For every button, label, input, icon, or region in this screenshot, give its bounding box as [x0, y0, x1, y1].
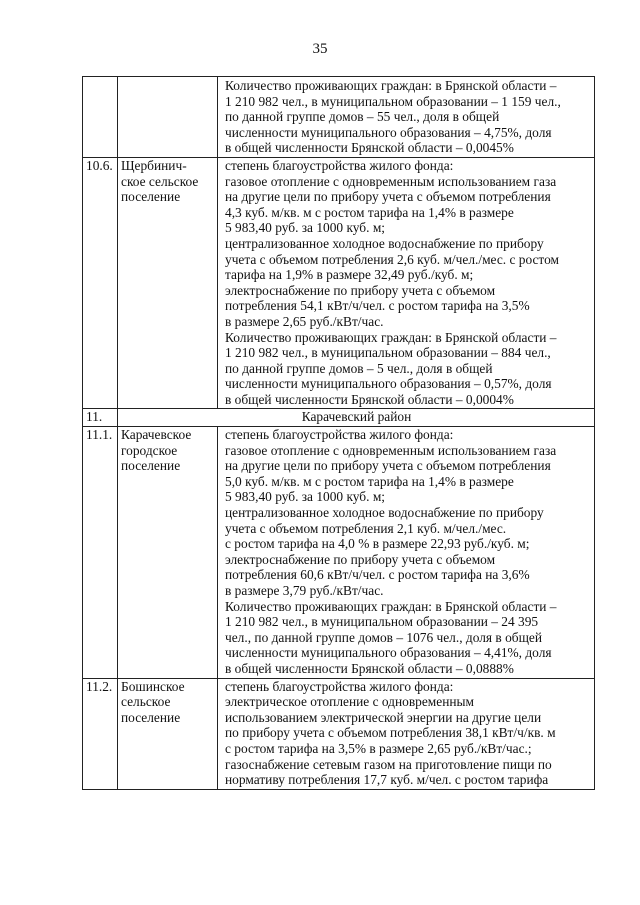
settlement-name-line: Бошинское	[121, 678, 185, 694]
table-row	[83, 157, 595, 409]
description-line: 4,3 куб. м/кв. м с ростом тарифа на 1,4% в размере	[225, 204, 514, 220]
description-line: с ростом тарифа на 4,0 % в размере 22,93 руб./куб. м;	[225, 536, 530, 552]
settlement-name-line: Щербинич-	[121, 157, 187, 173]
description-line: электроснабжение по прибору учета с объемом	[225, 551, 496, 567]
description-line: 1 210 982 чел., в муниципальном образовании – 884 чел.,	[225, 345, 551, 361]
description-line: на другие цели по прибору учета с объемом потребления	[225, 458, 551, 474]
table-body	[83, 77, 595, 790]
description-line: нормативу потребления 17,7 куб. м/чел. с ростом тарифа	[225, 772, 549, 788]
settlement-name-line: ское сельское	[121, 173, 199, 189]
description-line: 5 983,40 руб. за 1000 куб. м;	[225, 220, 386, 236]
row-number: 11.1.	[83, 427, 118, 679]
row-number: 10.6.	[83, 157, 118, 409]
settlement-name	[118, 157, 218, 409]
settlement-name-line: сельское	[121, 694, 171, 710]
description-line: степень благоустройства жилого фонда:	[225, 678, 454, 694]
description-line: Количество проживающих граждан: в Брянской области –	[225, 78, 557, 93]
description-line: потребления 54,1 кВт/ч/чел. с ростом тарифа на 3,5%	[225, 298, 530, 314]
description-line: электроснабжение по прибору учета с объемом	[225, 282, 496, 298]
settlement-name-line: поселение	[121, 458, 181, 474]
tariff-table	[82, 76, 595, 790]
settlement-name	[118, 427, 218, 679]
description-line: численности муниципального образования – 4,41%, доля	[225, 645, 552, 661]
row-number	[83, 77, 118, 158]
row-number: 11.	[83, 409, 118, 427]
description-line: 5 983,40 руб. за 1000 куб. м;	[225, 489, 386, 505]
description-line: Количество проживающих граждан: в Брянской области –	[225, 329, 557, 345]
description-line: по данной группе домов – 55 чел., доля в общей	[225, 109, 500, 125]
description-cell	[218, 77, 595, 158]
description-line: численности муниципального образования – 4,75%, доля	[225, 124, 552, 140]
description-line: в общей численности Брянской области – 0,0888%	[225, 660, 514, 676]
description-line: газоснабжение сетевым газом на приготовление пищи по	[225, 756, 552, 772]
description-line: в размере 3,79 руб./кВт/час.	[225, 583, 384, 598]
description-line: учета с объемом потребления 2,1 куб. м/чел./мес.	[225, 520, 507, 536]
description-line: в размере 2,65 руб./кВт/час.	[225, 313, 384, 329]
description-line: в общей численности Брянской области – 0,0004%	[225, 391, 514, 407]
settlement-name-line: Карачевское	[121, 427, 192, 443]
description-line: численности муниципального образования – 0,57%, доля	[225, 376, 552, 392]
settlement-name-line: городское	[121, 442, 178, 458]
settlement-name-line: поселение	[121, 189, 181, 205]
description-cell	[218, 427, 595, 679]
description-line: Количество проживающих граждан: в Брянской области –	[225, 598, 557, 614]
description-line: степень благоустройства жилого фонда:	[225, 157, 454, 173]
description-line: газовое отопление с одновременным использованием газа	[225, 173, 557, 189]
row-number: 11.2.	[83, 678, 118, 789]
settlement-name	[118, 678, 218, 789]
table-row	[83, 678, 595, 789]
section-row	[83, 409, 595, 427]
description-line: по прибору учета с объемом потребления 38,1 кВт/ч/кв. м	[225, 725, 556, 741]
description-line: на другие цели по прибору учета с объемом потребления	[225, 189, 551, 205]
description-cell	[218, 157, 595, 409]
description-line: тарифа на 1,9% в размере 32,49 руб./куб. м;	[225, 267, 474, 283]
page-number: 35	[312, 41, 328, 57]
description-line: по данной группе домов – 5 чел., доля в общей	[225, 360, 493, 376]
description-line: газовое отопление с одновременным использованием газа	[225, 442, 557, 458]
table-row	[83, 77, 595, 158]
description-line: использованием электрической энергии на другие цели	[225, 709, 542, 725]
section-title: Карачевский район	[118, 409, 595, 427]
description-line: электрическое отопление с одновременным	[225, 694, 475, 710]
description-line: с ростом тарифа на 3,5% в размере 2,65 руб./кВт/час.;	[225, 740, 532, 756]
description-line: чел., по данной группе домов – 1076 чел., доля в общей	[225, 629, 543, 645]
description-cell	[218, 678, 595, 789]
description-line: учета с объемом потребления 2,6 куб. м/чел./мес. с ростом	[225, 251, 560, 267]
description-line: 1 210 982 чел., в муниципальном образовании – 24 395	[225, 614, 539, 630]
settlement-name-line: поселение	[121, 709, 181, 725]
description-line: централизованное холодное водоснабжение по прибору	[225, 505, 544, 521]
table-row	[83, 427, 595, 679]
description-line: 1 210 982 чел., в муниципальном образовании – 1 159 чел.,	[225, 93, 561, 109]
settlement-name	[118, 77, 218, 158]
description-line: 5,0 куб. м/кв. м с ростом тарифа на 1,4% в размере	[225, 473, 514, 489]
description-line: степень благоустройства жилого фонда:	[225, 427, 454, 443]
description-line: централизованное холодное водоснабжение по прибору	[225, 235, 544, 251]
description-line: в общей численности Брянской области – 0,0045%	[225, 140, 514, 156]
description-line: потребления 60,6 кВт/ч/чел. с ростом тарифа на 3,6%	[225, 567, 530, 583]
